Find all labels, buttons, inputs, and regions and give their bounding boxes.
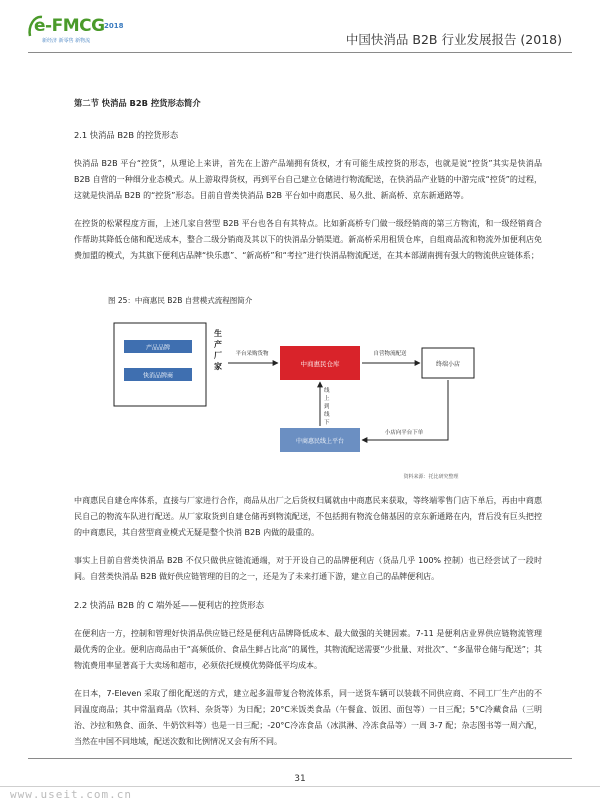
- section-title: 第二节 快消品 B2B 控货形态简介: [74, 98, 201, 108]
- factory-label-char: 生: [214, 329, 222, 338]
- page-number: 31: [294, 774, 306, 784]
- upstream-frame: [114, 323, 206, 406]
- report-title: 中国快消品 B2B 行业发展报告 (2018): [345, 32, 562, 47]
- paragraph: 在控货的松紧程度方面，上述几家自营型 B2B 平台也各自有其特点。比如新高桥专门做一级经销商的第三方物流，和一级经销商合作帮助其降低仓储和配送成本，整合二级分销商及其以下的快消品分销渠道。新高桥采用租赁仓库，自组商品流和物流外加便利店免费加盟的模式，为其旗下便利店品牌“快乐惠”、“新高桥”和“考拉”进行快消品物流配送，在其本部湖南拥有强大的物流供应链体系；: [74, 219, 542, 260]
- factory-label: [214, 328, 225, 371]
- upstream-box-fmcg-brand-label: 快消品牌商: [142, 372, 174, 380]
- figure-source: 资料来源：托比研究整理: [403, 474, 459, 480]
- subsection-title-2-2: 2.2 快消品 B2B 的 C 端外延——便利店的控货形态: [74, 600, 264, 610]
- arrow-label-delivery: 自营物流配送: [373, 351, 407, 357]
- upstream-box-product-brand-label: 产品品牌: [145, 344, 171, 352]
- efmcg-logo: [28, 16, 128, 48]
- warehouse-box-label: 中商惠民仓库: [300, 360, 340, 368]
- page-body-lower: [74, 493, 542, 762]
- store-box-label: 终端小店: [435, 361, 461, 368]
- arrow-label-order: 小店向平台下单: [384, 430, 424, 436]
- figure-caption: 图 25：中商惠民 B2B 自营模式流程图简介: [108, 296, 253, 305]
- page-header: [0, 0, 600, 58]
- watermark-divider: [0, 786, 600, 787]
- flow-diagram: [96, 318, 496, 493]
- site-watermark: www.useit.com.cn: [10, 788, 132, 801]
- page-body: [74, 95, 542, 276]
- factory-label-char: 厂: [214, 351, 222, 360]
- paragraph: 在日本，7-Eleven 采取了细化配送的方式，建立起多温带复合物流体系，同一送货车辆可以装载不同供应商、不同工厂生产出的不同温度商品；其中常温商品（饮料、杂货等）为日配；20°C米饭类食品（午餐盒、饭团、面包等）一日三配；5°C冷藏食品（三明治、沙拉和熟食、面条、牛奶饮料等）也是一日三配；-20°C冷冻食品（冰淇淋、冷冻食品等）一周 3-7 配；杂志图书等一周六配，当然在中国不同地域，配送次数和比例情况又会有所不同。: [74, 689, 542, 746]
- paragraph: 事实上目前自营类快消品 B2B 不仅只做供应链流通端，对于开设自己的品牌便利店（货品几乎 100% 控制）也已经尝试了一段时间。自营类快消品 B2B 做好供应链管理的目的之一，还是为了未来打通下游，建立自己的品牌便利店。: [74, 556, 542, 581]
- arrow-label-online-offline: 线 上 到 线 下: [324, 388, 330, 426]
- logo-wordmark: e-FMCG: [34, 16, 105, 36]
- arrow-label-purchase: 平台采购货物: [235, 351, 269, 357]
- footer-divider: [28, 758, 572, 759]
- logo-year: 2018: [104, 22, 124, 30]
- header-divider: [28, 52, 572, 53]
- logo-subtitle: 新经济 新零售 新物流: [42, 38, 91, 44]
- subsection-title-2-1: 2.1 快消品 B2B 的控货形态: [74, 130, 179, 140]
- factory-label-char: 产: [214, 340, 222, 349]
- paragraph: 快消品 B2B 平台“控货”，从理论上来讲，首先在上游产品端拥有货权，才有可能生成控货的形态，也就是说“控货”其实是快消品 B2B 自营的一种细分业态模式。从上游取得货权，再到平台自己建立仓储进行物流配送，在快消品产业链的中游完成“控货”的过程，这就是快消品 B2B 的“控货”形态。目前自营类快消品 B2B 平台如中商惠民、易久批、新高桥、京东新通路等。: [74, 159, 542, 200]
- paragraph: 中商惠民自建仓库体系，直接与厂家进行合作，商品从出厂之后货权归属就由中商惠民来获取，等终端零售门店下单后，再由中商惠民自己的物流车队进行配送。从厂家取货到自建仓储再到物流配送，不包括拥有物流仓储基因的京东新通路在内，背后没有巨头把控的中商惠民，其自营型商业模式无疑是整个快消 B2B 内做的最重的。: [74, 496, 542, 537]
- platform-box-label: 中商惠民线上平台: [295, 438, 345, 445]
- paragraph: 在便利店一方，控制和管理好快消品供应链已经是便利店品牌降低成本、最大做强的关键因素。7-11 是便利店业界供应链物流管理最优秀的企业。便利店商品由于“高频低价、食品生鲜占比高”的属性，其物流配送需要“少批量、对批次”、“多温带仓储与配送”；其物流费用率显著高于大卖场和超市，必须依托规模优势降低平均成本。: [74, 629, 542, 670]
- factory-label-char: 家: [214, 362, 222, 371]
